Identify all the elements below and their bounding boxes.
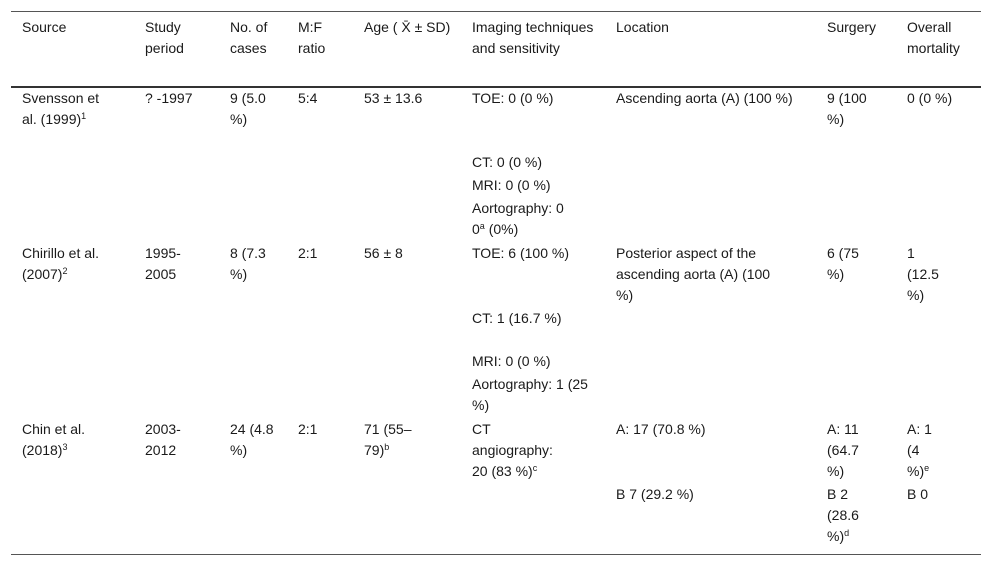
row1-imaging-mri: MRI: 0 (0 %) (472, 177, 551, 193)
row3-location-b: B 7 (29.2 %) (616, 486, 694, 502)
row2-imaging-mri: MRI: 0 (0 %) (472, 353, 551, 369)
row1-mortality: 0 (0 %) (907, 90, 953, 106)
row2-age: 56 ± 8 (364, 245, 403, 261)
row2-imaging-aortography: Aortography: 1 (25 %) (472, 376, 588, 413)
row1-imaging-aortography-pct: 0$^a$ (0%) (472, 221, 519, 237)
row1-ratio: 5:4 (298, 90, 318, 106)
row1-imaging-aortography: Aortography: 0 (472, 200, 564, 216)
data-table (11, 11, 981, 555)
row1-period: ? -1997 (145, 90, 193, 106)
row1-source: Svensson et al. $(1999)^1$ (22, 90, 100, 127)
row2-imaging-ct: CT: 1 (16.7 %) (472, 310, 562, 326)
row1-location: Ascending aorta (A) (100 %) (616, 90, 793, 106)
row1-age: 53 ± 13.6 (364, 90, 423, 106)
row3-location-a: A: 17 (70.8 %) (616, 421, 706, 437)
row2-cases: 8 (7.3 %) (230, 245, 266, 282)
header-mf-ratio: M:F ratio (298, 19, 326, 56)
row1-surgery: 9 (100 %) (827, 90, 867, 127)
row3-mortality-a: A: 1 (4 %)$^e$ (907, 421, 932, 479)
row3-age: 71 $(55-79)^b$ (364, 421, 412, 458)
header-source: Source (22, 19, 67, 35)
header-imaging: Imaging techniques and sensitivity (472, 19, 594, 56)
header-study-period: Study period (145, 19, 184, 56)
header-mortality: Overall mortality (907, 19, 960, 56)
header-surgery: Surgery (827, 19, 877, 35)
row3-surgery-b: B 2 (28.6 %)$^d$ (827, 486, 859, 544)
header-age: Age ( X̄ ± SD) (364, 19, 451, 35)
row1-cases: 9 (5.0 %) (230, 90, 266, 127)
row2-source: Chirillo et al. $(2007)^2$ (22, 245, 100, 282)
row2-period: 1995-2005 (145, 245, 181, 282)
row2-ratio: 2:1 (298, 245, 318, 261)
row2-location: Posterior aspect of the ascending aorta (A) (100 %) (616, 245, 771, 303)
row3-ratio: 2:1 (298, 421, 318, 437)
row2-imaging-toe: TOE: 6 (100 %) (472, 245, 570, 261)
row3-cases: 24 (4.8 %) (230, 421, 274, 458)
row1-imaging-ct: CT: 0 (0 %) (472, 154, 543, 170)
row3-imaging: CT angiography: 20 (83 %)$^c$ (472, 421, 553, 479)
row3-period: 2003-2012 (145, 421, 181, 458)
header-cases: No. of cases (230, 19, 268, 56)
row2-surgery: 6 (75 %) (827, 245, 859, 282)
row3-mortality-b: B 0 (907, 486, 929, 502)
row2-mortality: 1 (12.5 %) (907, 245, 939, 303)
row3-surgery-a: A: 11 (64.7 %) (827, 421, 859, 479)
header-location: Location (616, 19, 669, 35)
row3-source: Chin et al. $(2018)^3$ (22, 421, 86, 458)
row1-imaging-toe: TOE: 0 (0 %) (472, 90, 554, 106)
